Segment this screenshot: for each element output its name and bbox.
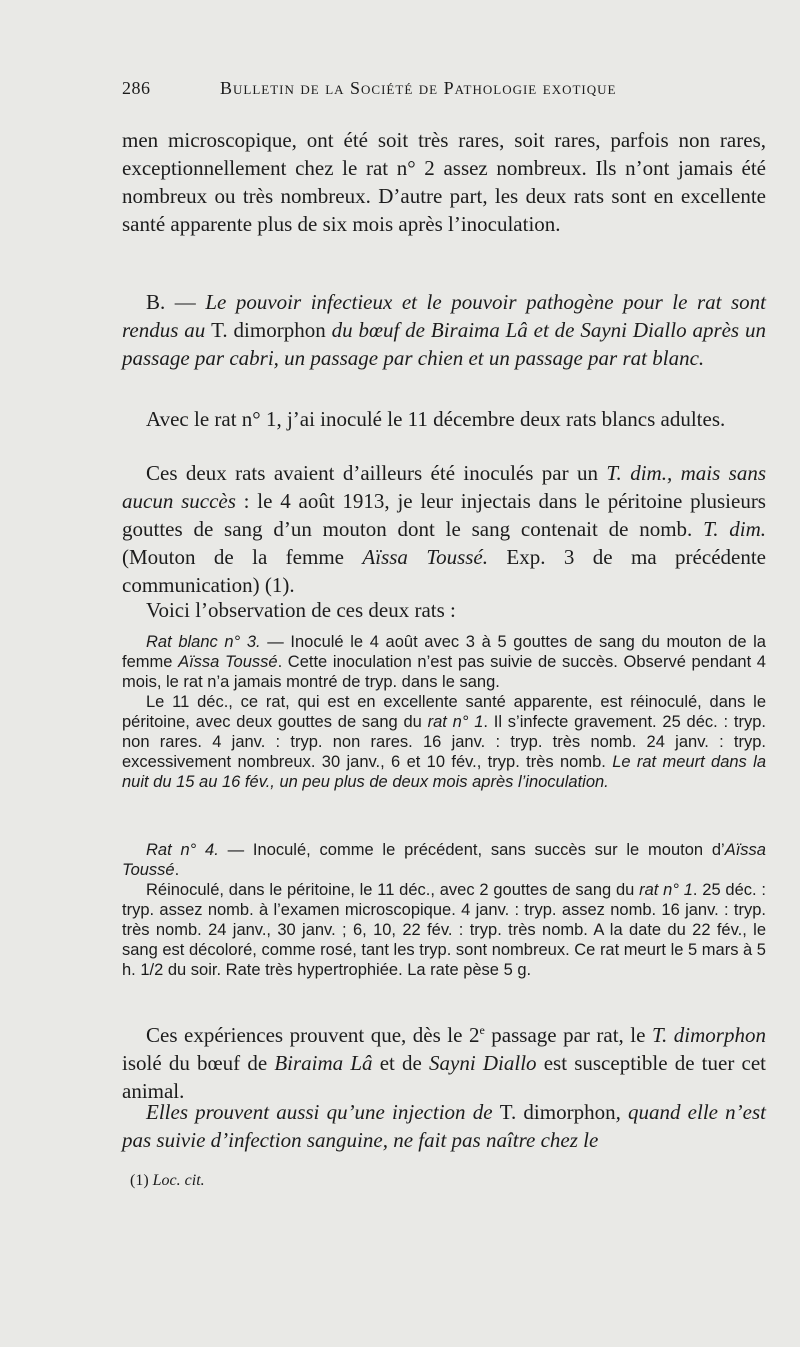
rat-3-label: Rat blanc n° 3. [146, 633, 261, 651]
paragraph-4: Voici l’observation de ces deux rats : [146, 598, 456, 622]
paragraph-5-block [122, 1016, 766, 1105]
paragraph-3: Ces deux rats avaient d’ailleurs été inoculés par un T. dim., mais sans aucun succès : le 4 août 1913, je leur injectais dans le péritoine plusieurs gouttes de sang d’un mouton dont le sang contenait de nomb. T. dim. (Mouton de la femme Aïssa Toussé. Exp. 3 de ma précédente communication) (1). [122, 461, 766, 597]
paragraph-3-block [122, 459, 766, 599]
paragraph-2: Avec le rat n° 1, j’ai inoculé le 11 décembre deux rats blancs adultes. [146, 407, 726, 431]
footnote [130, 1172, 205, 1190]
main-text [122, 126, 766, 238]
running-header [122, 78, 774, 102]
paragraph-1: men microscopique, ont été soit très rares, soit rares, parfois non rares, exceptionnellement chez le rat n° 2 assez nombreux. Ils n’ont jamais été nombreux ou très nombreux. D’autre part, les deux rats sont en excellente santé apparente plus de six mois après l’inoculation. [122, 128, 766, 236]
paragraph-2-block [122, 405, 766, 433]
paragraph-6: Elles prouvent aussi qu’une injection de T. dimorphon, quand elle n’est pas suivie d’infection sanguine, ne fait pas naître chez le [122, 1100, 766, 1152]
paragraph-5: Ces expériences prouvent que, dès le 2e passage par rat, le T. dimorphon isolé du bœuf de Biraima Lâ et de Sayni Diallo est susceptible de tuer cet animal. [122, 1023, 766, 1103]
section-b-heading: B. — Le pouvoir infectieux et le pouvoir pathogène pour le rat sont rendus au T. dimorphon du bœuf de Biraima Lâ et de Sayni Diallo après un passage par cabri, un passage par chien et un passage par rat blanc. [122, 290, 767, 370]
rat-4-label: Rat n° 4. [146, 841, 219, 859]
paragraph-4-block [122, 596, 766, 624]
footnote-number: (1) [130, 1172, 149, 1189]
journal-title: Bulletin de la Société de Pathologie exotique [220, 78, 617, 98]
page-number: 286 [122, 78, 151, 98]
paragraph-6-block [122, 1098, 766, 1154]
footnote-text: Loc. cit. [152, 1172, 205, 1189]
observation-rat-3: Rat blanc n° 3. — Inoculé le 4 août avec 3 à 5 gouttes de sang du mouton de la femme Aïssa Toussé. Cette inoculation n’est pas suivie de succès. Observé pendant 4 mois, le rat n’a jamais montré de tryp. dans le sang. Le 11 déc., ce rat, qui est en excellente santé apparente, est réinoculé, dans le péritoine, avec deux gouttes de sang du rat n° 1. Il s’infecte gravement. 25 déc. : tryp. non rares. 4 janv. : tryp. non rares. 16 janv. : tryp. très nomb. 24 janv. : tryp. excessivement nombreux. 30 janv., 6 et 10 fév., tryp. très nomb. Le rat meurt dans la nuit du 15 au 16 fév., un peu plus de deux mois après l’inoculation. [122, 633, 766, 791]
observation-rat-4: Rat n° 4. — Inoculé, comme le précédent, sans succès sur le mouton d’Aïssa Toussé. Réinoculé, dans le péritoine, le 11 déc., avec 2 gouttes de sang du rat n° 1. 25 déc. : tryp. assez nomb. à l’examen microscopique. 4 janv. : tryp. assez nomb. 16 janv. : tryp. très nomb. 24 janv., 30 janv. ; 6, 10, 22 fév. : tryp. très nomb. A la date du 22 fév., le sang est décoloré, comme rosé, tant les tryp. sont nombreux. Ce rat meurt le 5 mars à 5 h. 1/2 du soir. Rate très hypertrophiée. La rate pèse 5 g. [122, 841, 766, 979]
section-label: B. — [146, 290, 196, 314]
